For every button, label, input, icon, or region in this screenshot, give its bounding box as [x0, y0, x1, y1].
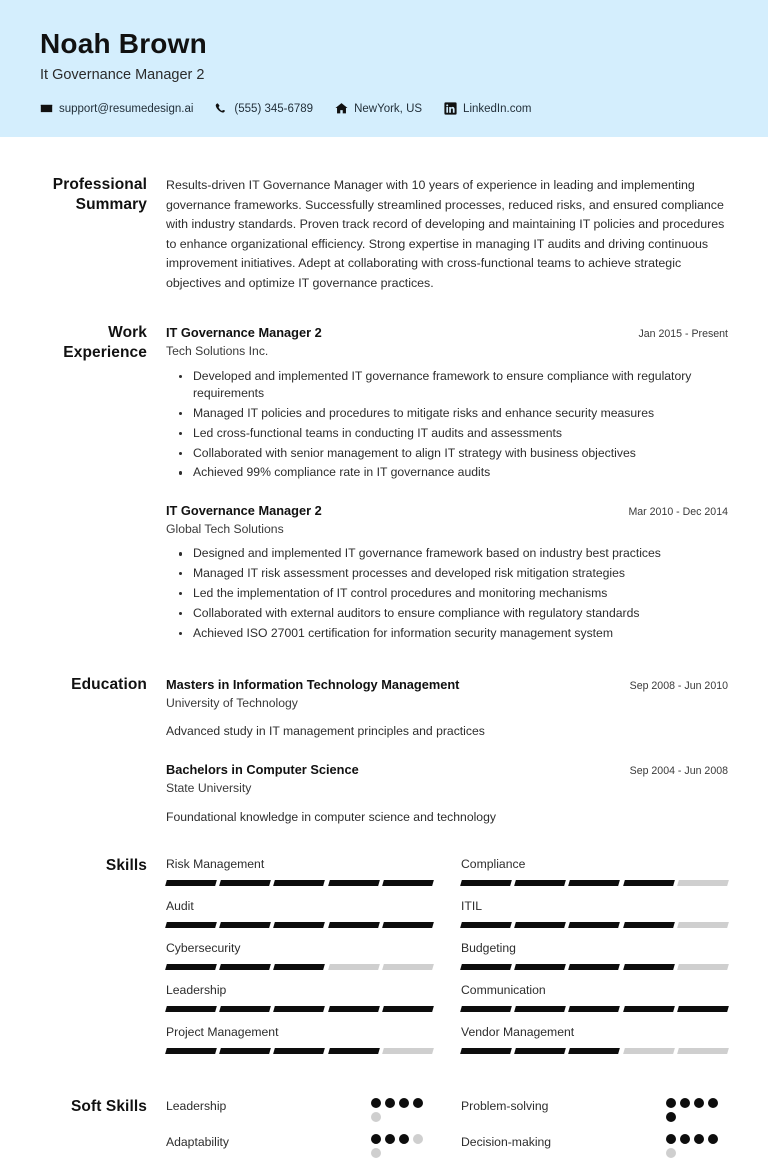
section-skills — [40, 856, 728, 1066]
skill-level-segment — [677, 880, 729, 886]
rating-dot — [708, 1134, 718, 1144]
education-degree: Bachelors in Computer Science — [166, 762, 359, 777]
skill-item — [166, 857, 433, 899]
skill-level-bar — [166, 880, 433, 886]
education-entry-head — [166, 761, 728, 778]
list-item: Managed IT policies and procedures to mitigate risks and enhance security measures — [191, 405, 728, 422]
skill-level-segment — [165, 922, 217, 928]
home-icon — [335, 102, 348, 115]
skill-level-segment — [677, 922, 729, 928]
education-description: Advanced study in IT management principles and practices — [166, 724, 485, 739]
resume-body — [0, 175, 768, 1170]
skill-level-segment — [623, 1048, 675, 1054]
skill-level-bar — [166, 922, 433, 928]
skill-level-segment — [514, 1048, 566, 1054]
rating-dot — [708, 1098, 718, 1108]
section-label-education: Education — [71, 675, 147, 693]
skill-level-segment — [382, 1006, 434, 1012]
skill-level-bar — [166, 1006, 433, 1012]
candidate-name: Noah Brown — [40, 28, 207, 59]
experience-organization: Global Tech Solutions — [166, 521, 284, 536]
skill-item — [166, 1025, 433, 1067]
rating-dot — [399, 1098, 409, 1108]
skill-level-segment — [677, 964, 729, 970]
soft-skill-item — [166, 1134, 433, 1170]
contact-row — [40, 102, 728, 115]
phone-icon — [215, 102, 228, 115]
skill-level-bar — [461, 964, 728, 970]
skill-level-segment — [328, 1048, 380, 1054]
skill-level-segment — [514, 1006, 566, 1012]
experience-bullets — [166, 545, 728, 642]
rating-dot — [371, 1112, 381, 1122]
experience-entry — [166, 502, 728, 642]
section-soft-skills — [40, 1097, 728, 1170]
education-entry — [166, 761, 728, 826]
skill-level-segment — [460, 964, 512, 970]
skill-level-segment — [382, 964, 434, 970]
section-label-skills: Skills — [105, 857, 147, 875]
soft-skills-content — [166, 1097, 728, 1170]
skill-name: Budgeting — [461, 941, 516, 956]
skill-level-segment — [569, 1006, 621, 1012]
skill-level-segment — [219, 922, 271, 928]
experience-content — [166, 323, 728, 645]
skill-level-segment — [219, 1006, 271, 1012]
skill-level-segment — [165, 1048, 217, 1054]
skill-level-segment — [274, 1048, 326, 1054]
skill-level-segment — [382, 1048, 434, 1054]
section-professional-summary — [40, 175, 728, 293]
rating-dot — [371, 1148, 381, 1158]
skill-level-segment — [460, 922, 512, 928]
skill-level-bar — [461, 922, 728, 928]
education-date: Sep 2004 - Jun 2008 — [629, 765, 728, 777]
soft-skill-rating — [666, 1134, 728, 1158]
education-institution: State University — [166, 781, 252, 796]
skill-item — [461, 857, 728, 899]
section-education — [40, 675, 728, 827]
rating-dot — [694, 1134, 704, 1144]
rating-dot — [385, 1098, 395, 1108]
skill-level-segment — [274, 964, 326, 970]
skill-level-segment — [460, 1048, 512, 1054]
education-date: Sep 2008 - Jun 2010 — [629, 679, 728, 692]
list-item: Collaborated with senior management to align IT strategy with business objectives — [191, 445, 728, 462]
soft-skill-name: Leadership — [166, 1098, 227, 1113]
rating-dot — [694, 1098, 704, 1108]
experience-entry — [166, 324, 728, 482]
skill-level-segment — [165, 964, 217, 970]
soft-skill-item — [461, 1134, 728, 1170]
skill-level-segment — [514, 964, 566, 970]
skill-level-segment — [623, 964, 675, 970]
contact-location-text: NewYork, US — [354, 102, 423, 115]
skill-level-segment — [623, 922, 675, 928]
skills-grid — [166, 857, 728, 1066]
rating-dot — [666, 1148, 676, 1158]
resume-header — [0, 0, 768, 137]
list-item: Managed IT risk assessment processes and developed risk mitigation strategies — [191, 565, 728, 582]
skill-name: Project Management — [166, 1024, 279, 1039]
soft-skill-item — [166, 1098, 433, 1134]
skill-level-segment — [274, 922, 326, 928]
contact-email[interactable] — [40, 102, 193, 115]
skill-level-segment — [569, 880, 621, 886]
soft-skill-rating — [371, 1134, 433, 1158]
skill-level-segment — [569, 964, 621, 970]
skill-level-bar — [461, 880, 728, 886]
skill-level-segment — [219, 1048, 271, 1054]
contact-linkedin[interactable] — [444, 102, 531, 115]
soft-skill-item — [461, 1098, 728, 1134]
skill-name: Risk Management — [166, 857, 265, 872]
experience-organization: Tech Solutions Inc. — [166, 344, 269, 359]
education-content — [166, 675, 728, 827]
list-item: Achieved ISO 27001 certification for information security management system — [191, 625, 728, 642]
skill-name: Compliance — [461, 857, 526, 872]
contact-linkedin-text: LinkedIn.com — [463, 102, 532, 115]
list-item: Led cross-functional teams in conducting IT audits and assessments — [191, 425, 728, 442]
skill-level-bar — [461, 1006, 728, 1012]
skill-name: Cybersecurity — [166, 941, 241, 956]
skill-name: Audit — [166, 899, 194, 914]
experience-title: IT Governance Manager 2 — [166, 502, 322, 518]
skill-level-segment — [165, 880, 217, 886]
skill-level-segment — [382, 880, 434, 886]
section-label-summary: Professional Summary — [52, 176, 147, 214]
rating-dot — [413, 1134, 423, 1144]
soft-skill-name: Problem-solving — [461, 1098, 549, 1113]
skill-name: Leadership — [166, 983, 227, 997]
section-label-soft-skills: Soft Skills — [70, 1097, 147, 1115]
rating-dot — [666, 1112, 676, 1122]
skill-level-segment — [623, 1006, 675, 1012]
skill-level-bar — [166, 964, 433, 970]
experience-entry-head — [166, 502, 728, 519]
rating-dot — [371, 1134, 381, 1144]
experience-date: Mar 2010 - Dec 2014 — [628, 505, 728, 518]
soft-skill-name: Decision-making — [461, 1134, 552, 1149]
education-degree: Masters in Information Technology Management — [166, 676, 460, 692]
rating-dot — [399, 1134, 409, 1144]
rating-dot — [413, 1098, 423, 1108]
soft-skill-name: Adaptability — [166, 1134, 230, 1149]
skill-level-segment — [623, 880, 675, 886]
skill-level-segment — [569, 922, 621, 928]
list-item: Led the implementation of IT control procedures and monitoring mechanisms — [191, 585, 728, 602]
education-entry — [166, 676, 728, 741]
candidate-job-title: It Governance Manager 2 — [40, 67, 205, 84]
summary-content — [166, 175, 728, 293]
skills-content — [166, 856, 728, 1066]
skill-item — [166, 941, 433, 983]
list-item: Developed and implemented IT governance framework to ensure compliance with regulatory requirements — [191, 368, 728, 403]
envelope-icon — [40, 102, 53, 115]
skill-level-segment — [219, 880, 271, 886]
soft-skill-rating — [666, 1098, 728, 1122]
skill-name: ITIL — [461, 899, 482, 914]
skill-level-segment — [328, 1006, 380, 1012]
skill-level-segment — [274, 1006, 326, 1012]
contact-phone[interactable] — [215, 102, 313, 115]
rating-dot — [680, 1098, 690, 1108]
skill-level-segment — [514, 880, 566, 886]
skill-item — [461, 983, 728, 1025]
section-work-experience — [40, 323, 728, 645]
list-item: Designed and implemented IT governance framework based on industry best practices — [191, 545, 728, 562]
skill-name: Vendor Management — [461, 1024, 575, 1039]
summary-text: Results-driven IT Governance Manager with 10 years of experience in leading and implementing governance frameworks. Successfully streamlined processes, reduced risks, and ensured compliance with industry standards. Proven track record of developing and maintaining IT policies and procedures to enhance organizational efficiency. Strong expertise in managing IT audits and driving continuous improvement initiatives. Adept at collaborating with cross-functional teams to achieve strategic objectives and optimize IT governance practices. — [166, 178, 725, 290]
skill-level-segment — [677, 1048, 729, 1054]
skill-level-segment — [165, 1006, 217, 1012]
linkedin-icon — [444, 102, 457, 115]
skill-level-segment — [328, 880, 380, 886]
skill-name: Communication — [461, 983, 546, 997]
skill-item — [461, 899, 728, 941]
experience-date: Jan 2015 - Present — [638, 328, 728, 340]
skill-item — [461, 1025, 728, 1067]
soft-skills-grid — [166, 1098, 728, 1170]
list-item: Achieved 99% compliance rate in IT governance audits — [191, 464, 728, 481]
education-description: Foundational knowledge in computer science and technology — [166, 809, 496, 824]
skill-item — [166, 899, 433, 941]
skill-level-segment — [382, 922, 434, 928]
skill-level-segment — [460, 880, 512, 886]
rating-dot — [371, 1098, 381, 1108]
skill-level-segment — [514, 922, 566, 928]
skill-level-segment — [274, 880, 326, 886]
soft-skill-rating — [371, 1098, 433, 1122]
experience-bullets — [166, 368, 728, 482]
skill-item — [461, 941, 728, 983]
skill-level-bar — [461, 1048, 728, 1054]
skill-item — [166, 983, 433, 1025]
section-label-experience: Work Experience — [63, 324, 147, 361]
skill-level-segment — [460, 1006, 512, 1012]
rating-dot — [680, 1134, 690, 1144]
experience-title: IT Governance Manager 2 — [166, 325, 322, 340]
skill-level-segment — [219, 964, 271, 970]
contact-phone-text: (555) 345-6789 — [234, 102, 314, 115]
skill-level-bar — [166, 1048, 433, 1054]
skill-level-segment — [328, 964, 380, 970]
list-item: Collaborated with external auditors to ensure compliance with regulatory standards — [191, 605, 728, 622]
rating-dot — [385, 1134, 395, 1144]
skill-level-segment — [569, 1048, 621, 1054]
skill-level-segment — [677, 1006, 729, 1012]
education-entry-head — [166, 676, 728, 693]
rating-dot — [666, 1134, 676, 1144]
experience-entry-head — [166, 324, 728, 341]
contact-email-text: support@resumedesign.ai — [59, 102, 194, 115]
education-institution: University of Technology — [166, 695, 298, 710]
contact-location[interactable] — [335, 102, 422, 115]
rating-dot — [666, 1098, 676, 1108]
skill-level-segment — [328, 922, 380, 928]
